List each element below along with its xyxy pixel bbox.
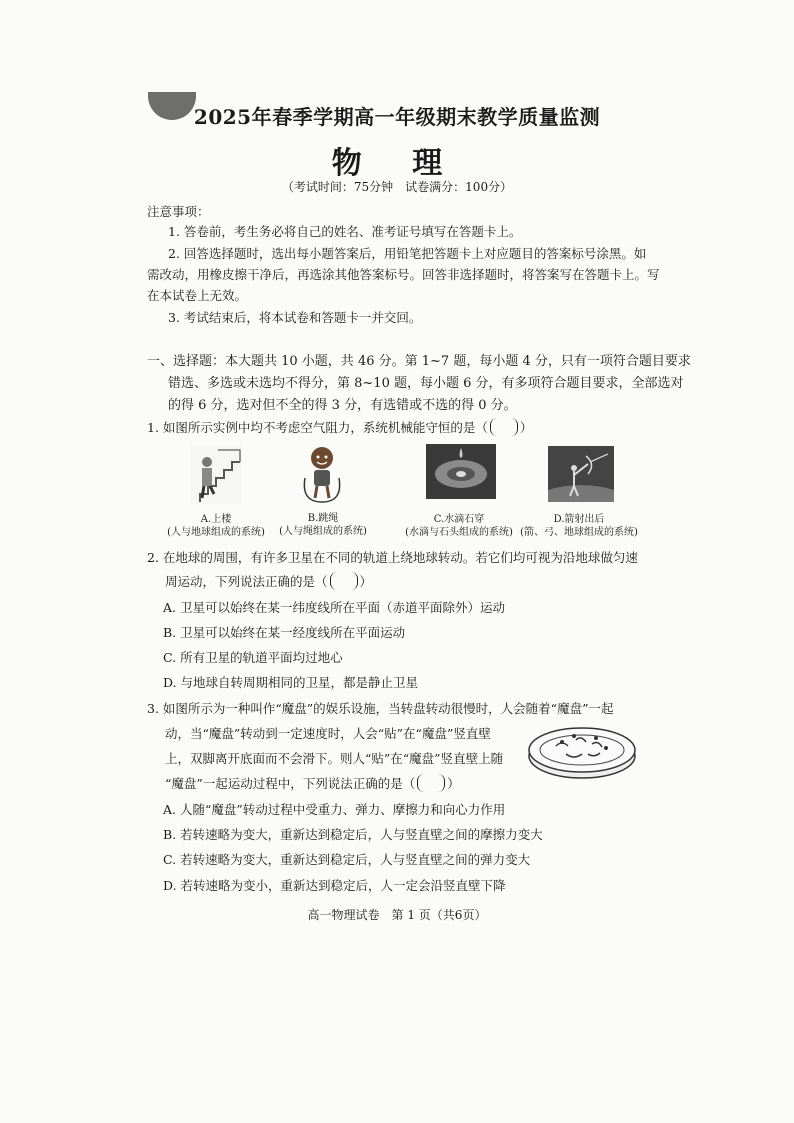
stairs-climbing-icon xyxy=(190,446,242,504)
section-line: 的得 6 分，选对但不全的得 3 分，有选错或不选的得 0 分。 xyxy=(168,398,517,413)
jump-rope-icon xyxy=(297,444,347,504)
image-caption: (箭、弓、地球组成的系统) xyxy=(520,527,638,538)
section-line: 一、选择题：本大题共 10 小题，共 46 分。第 1~7 题，每小题 4 分，只有一项符合题目要求 xyxy=(147,354,691,369)
water-drop-stone-icon xyxy=(426,444,496,499)
option-a: A. 人随“魔盘”转动过程中受重力、弹力、摩擦力和向心力作用 xyxy=(163,802,506,817)
image-label: A.上楼 xyxy=(200,514,232,525)
question-1-stem: 1. 如图所示实例中均不考虑空气阻力，系统机械能守恒的是（ ） xyxy=(147,420,533,435)
image-caption: (水滴与石头组成的系统) xyxy=(405,527,513,538)
question-3-stem: 上，双脚离开底面而不会滑下。则人“贴”在“魔盘”竖直壁上随 xyxy=(165,751,504,766)
answer-paren xyxy=(490,418,518,436)
note-line: 需改动，用橡皮擦干净后，再选涂其他答案标号。回答非选择题时，将答案写在答题卡上。写 xyxy=(147,267,660,282)
page-footer: 高一物理试卷 第 1 页（共6页） xyxy=(307,908,487,922)
subject-title: 物 理 xyxy=(331,146,463,181)
option-b: B. 卫星可以始终在某一经度线所在平面运动 xyxy=(163,625,406,640)
option-c: C. 所有卫星的轨道平面均过地心 xyxy=(163,650,343,665)
note-line: 1. 答卷前，考生务必将自己的姓名、准考证号填写在答题卡上。 xyxy=(168,224,522,239)
question-3-stem: 3. 如图所示为一种叫作“魔盘”的娱乐设施，当转盘转动很慢时，人会随着“魔盘”一起 xyxy=(147,701,614,716)
option-a: A. 卫星可以始终在某一纬度线所在平面（赤道平面除外）运动 xyxy=(163,600,505,615)
section-line: 错选、多选或未选均不得分，第 8~10 题，每小题 6 分，有多项符合题目要求，全部选对 xyxy=(168,376,684,391)
question-3-stem: “魔盘”一起运动过程中，下列说法正确的是（ ） xyxy=(165,776,460,791)
question-2-stem: 周运动，下列说法正确的是（ ） xyxy=(165,574,373,589)
answer-paren xyxy=(417,774,445,792)
image-label: D.箭射出后 xyxy=(553,514,605,525)
option-d: D. 与地球自转周期相同的卫星，都是静止卫星 xyxy=(163,675,419,690)
image-caption: (人与绳组成的系统) xyxy=(279,526,367,537)
option-d: D. 若转速略为变小，重新达到稳定后，人一定会沿竖直壁下降 xyxy=(163,878,506,893)
question-3-stem: 动，当“魔盘”转动到一定速度时，人会“贴”在“魔盘”竖直壁 xyxy=(165,726,491,741)
exam-title: 2025年春季学期高一年级期末教学质量监测 xyxy=(193,105,601,129)
answer-paren xyxy=(330,572,358,590)
question-2-stem: 2. 在地球的周围，有许多卫星在不同的轨道上绕地球转动。若它们均可视为沿地球做匀速 xyxy=(147,550,638,565)
image-caption: (人与地球组成的系统) xyxy=(167,527,265,538)
image-label: C.水滴石穿 xyxy=(433,514,485,525)
note-line: 2. 回答选择题时，选出每小题答案后，用铅笔把答题卡上对应题目的答案标号涂黑。如 xyxy=(168,246,647,261)
exam-info: （考试时间：75分钟 试卷满分：100分） xyxy=(281,180,513,194)
archery-icon xyxy=(548,446,614,502)
option-c: C. 若转速略为变大，重新达到稳定后，人与竖直壁之间的弹力变大 xyxy=(163,852,531,867)
option-b: B. 若转速略为变大，重新达到稳定后，人与竖直壁之间的摩擦力变大 xyxy=(163,827,543,842)
image-label: B.跳绳 xyxy=(307,513,339,524)
note-line: 在本试卷上无效。 xyxy=(147,288,248,303)
magic-disc-icon xyxy=(526,722,638,782)
note-line: 3. 考试结束后，将本试卷和答题卡一并交回。 xyxy=(168,310,422,325)
notes-heading: 注意事项： xyxy=(147,204,210,219)
